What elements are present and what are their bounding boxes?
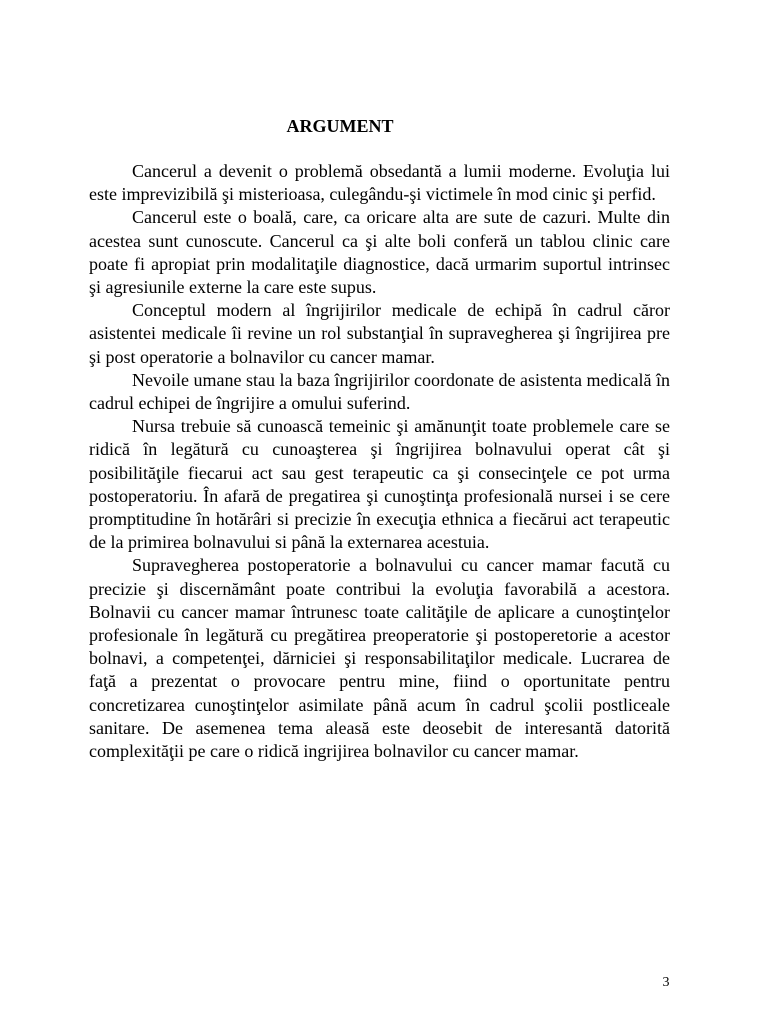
paragraph: Cancerul a devenit o problemă obsedantă a lumii moderne. Evoluţia lui este imprevizibilă şi misterioasa, culegându-şi victimele în mod cinic şi perfid.: [89, 161, 670, 205]
page-number: 3: [662, 975, 670, 990]
paragraph: Cancerul este o boală, care, ca oricare alta are sute de cazuri. Multe din acestea sunt cunoscute. Cancerul ca şi alte boli conferă un tablou clinic care poate fi apropiat prin modalitaţile diagnostice, dacă urmarim suportul intrinsec şi agresiunile externe la care este supus.: [89, 207, 670, 298]
page-title: ARGUMENT: [286, 116, 394, 136]
paragraph: Nevoile umane stau la baza îngrijirilor coordonate de asistenta medicală în cadrul echipei de îngrijire a omului suferind.: [89, 369, 670, 414]
paragraph: Nursa trebuie să cunoască temeinic şi amănunţit toate problemele care se ridică în legătură cu cunoaşterea şi îngrijirea bolnavului operat cât şi posibilităţile fiecarui act sau gest terapeutic ca şi consecinţele ce pot urma postoperatoriu. În afară de pregatirea şi cunoştinţa profesională nursei i se cere promptitudine în hotărâri si precizie în execuţia ethnica a fiecărui act terapeutic de la primirea bolnavului si până la externarea acestuia.: [89, 416, 670, 553]
body-text: [89, 160, 670, 763]
paragraph: Conceptul modern al îngrijirilor medicale de echipă în cadrul căror asistentei medicale îi revine un rol substanţial în supravegherea şi îngrijirea pre şi post operatorie a bolnavilor cu cancer mamar.: [89, 300, 670, 367]
paragraph: Supravegherea postoperatorie a bolnavului cu cancer mamar facută cu precizie şi discernământ poate contribui la evoluţia favorabilă a acestora. Bolnavii cu cancer mamar întrunesc toate calităţile de aplicare a cunoştinţelor profesionale în legătură cu pregătirea preoperatorie şi postoperetorie a acestor bolnavi, a competenţei, dărniciei şi responsabilitaţilor medicale. Lucrarea de faţă a prezentat o provocare pentru mine, fiind o oportunitate pentru concretizarea cunoştinţelor asimilate până acum în cadrul şcolii postliceale sanitare. De asemenea tema aleasă este deosebit de interesantă datorită complexităţii pe care o ridică ingrijirea bolnavilor cu cancer mamar.: [89, 555, 670, 762]
